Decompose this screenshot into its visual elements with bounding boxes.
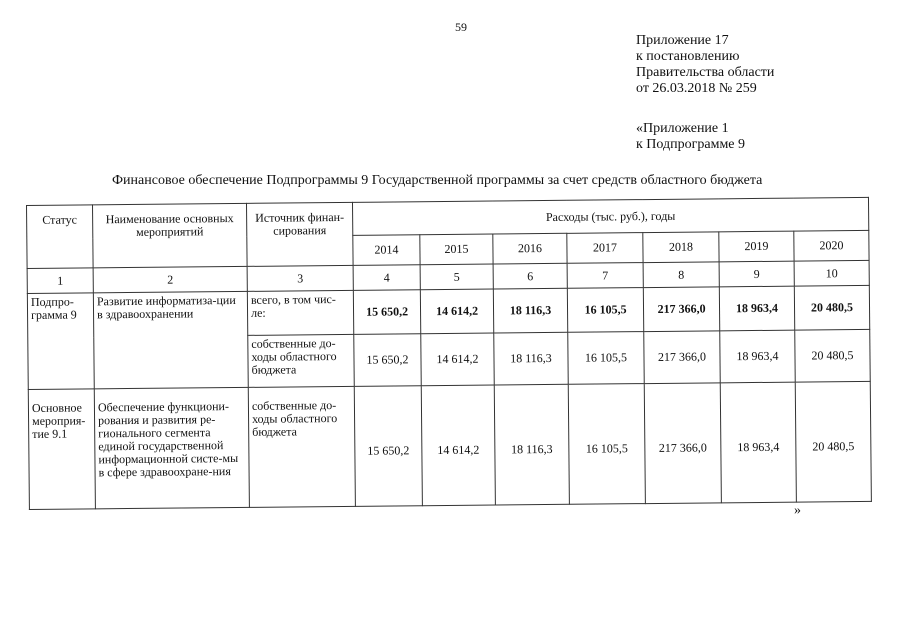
- annex-line: Правительства области: [636, 65, 775, 80]
- column-number: 10: [794, 260, 869, 286]
- column-number: 4: [353, 265, 420, 291]
- header-year: 2020: [794, 230, 869, 261]
- annex-line: к постановлению: [636, 49, 740, 64]
- row-value: 20 480,5: [795, 381, 871, 502]
- row-value: 16 105,5: [567, 288, 643, 333]
- column-number: 9: [719, 261, 794, 287]
- row-value: 217 366,0: [643, 287, 719, 332]
- column-number: 7: [567, 263, 643, 289]
- header-source: Источник финан-сирования: [246, 202, 353, 266]
- column-number: 5: [420, 264, 493, 290]
- row-value: 14 614,2: [421, 333, 494, 386]
- row-source: собственные до-ходы областного бюджета: [248, 386, 355, 507]
- row-source: собственные до-ходы областного бюджета: [248, 334, 354, 387]
- financing-table: [26, 197, 872, 510]
- row-value: 20 480,5: [794, 285, 869, 330]
- document-title: Финансовое обеспечение Подпрограммы 9 Государственной программы за счет средств областного бюджета: [112, 173, 763, 188]
- column-number: 1: [27, 268, 93, 294]
- row-name: Развитие информатиза-ции в здравоохранении: [93, 291, 248, 388]
- annex-line: Приложение 17: [636, 33, 729, 48]
- header-status: Статус: [27, 205, 94, 269]
- row-value: 18 116,3: [494, 332, 568, 385]
- row-value: 18 116,3: [493, 288, 567, 333]
- row-value: 16 105,5: [568, 332, 644, 385]
- row-value: 15 650,2: [354, 334, 421, 387]
- closing-quote: »: [794, 503, 801, 518]
- row-value: 18 963,4: [720, 330, 795, 383]
- header-expenses: Расходы (тыс. руб.), годы: [352, 197, 868, 235]
- column-number: 3: [247, 265, 353, 291]
- annex-block: [636, 33, 774, 97]
- annex-sub-block: [636, 121, 745, 153]
- annex-sub-line: «Приложение 1: [636, 121, 729, 136]
- annex-sub-line: к Подпрограмме 9: [636, 137, 746, 152]
- page-number: 59: [455, 20, 467, 34]
- row-value: 217 366,0: [644, 331, 720, 384]
- row-name: Обеспечение функциони-рования и развития ре-гионального сегмента единой государственной информационной систе-мы в сфере здравоохране-ния: [94, 387, 249, 508]
- header-year: 2015: [420, 234, 493, 265]
- header-year: 2018: [643, 232, 719, 263]
- row-value: 16 105,5: [568, 384, 645, 505]
- row-value: 217 366,0: [644, 383, 721, 504]
- header-year: 2017: [567, 233, 643, 264]
- row-value: 18 963,4: [720, 382, 796, 503]
- row-status: Основное мероприя-тие 9.1: [28, 389, 95, 510]
- column-number: 8: [643, 262, 719, 288]
- row-value: 18 963,4: [719, 286, 794, 331]
- annex-line: от 26.03.2018 № 259: [636, 81, 757, 96]
- row-status: Подпро-грамма 9: [27, 293, 94, 390]
- header-name: Наименование основных мероприятий: [93, 203, 248, 267]
- header-year: 2016: [493, 233, 567, 264]
- column-number: 2: [93, 266, 247, 292]
- row-value: 20 480,5: [795, 329, 870, 382]
- row-value: 15 650,2: [354, 386, 422, 507]
- table-row: [28, 381, 871, 509]
- row-value: 14 614,2: [420, 289, 493, 334]
- row-value: 18 116,3: [494, 384, 569, 505]
- row-value: 14 614,2: [421, 385, 495, 506]
- row-value: 15 650,2: [353, 290, 420, 335]
- column-number: 6: [493, 263, 567, 289]
- row-source: всего, в том чис-ле:: [247, 290, 353, 335]
- header-year: 2014: [353, 235, 420, 266]
- header-year: 2019: [719, 231, 794, 262]
